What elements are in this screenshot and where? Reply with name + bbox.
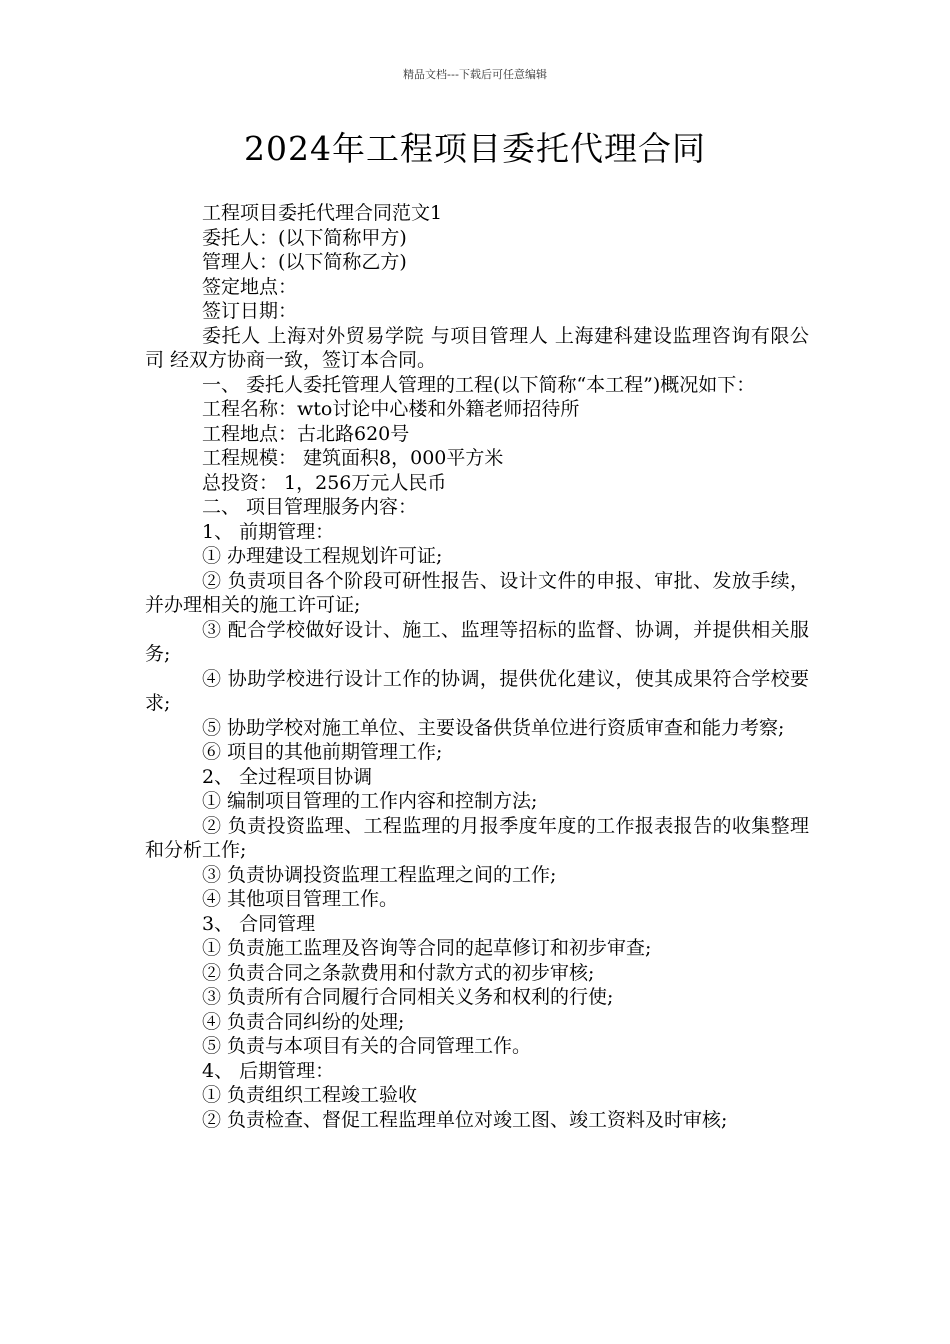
document-body (145, 201, 809, 1132)
paragraph: 委托人 上海对外贸易学院 与项目管理人 上海建科建设监理咨询有限公司 经双方协商一致，签订本合同。 (145, 324, 809, 371)
paragraph: ② 负责检查、督促工程监理单位对竣工图、竣工资料及时审核; (202, 1108, 728, 1131)
paragraph: 工程地点：古北路620号 (202, 422, 410, 445)
document-title: 2024年工程项目委托代理合同 (244, 129, 706, 168)
paragraph: 4、 后期管理： (202, 1059, 335, 1082)
paragraph: ④ 其他项目管理工作。 (202, 888, 399, 910)
paragraph: 管理人：(以下简称乙方) (202, 251, 407, 273)
paragraph: 二、 项目管理服务内容： (202, 496, 418, 518)
paragraph: ③ 负责所有合同履行合同相关义务和权利的行使; (202, 986, 614, 1008)
paragraph: ② 负责投资监理、工程监理的月报季度年度的工作报表报告的收集整理和分析工作; (145, 814, 809, 861)
paragraph: ① 负责组织工程竣工验收 (202, 1084, 418, 1106)
paragraph: 一、 委托人委托管理人管理的工程(以下简称“本工程”)概况如下： (202, 373, 756, 396)
page-header-note: 精品文档---下载后可任意编辑 (403, 68, 547, 81)
paragraph: 总投资： 1，256万元人民币 (202, 471, 447, 494)
paragraph: ① 办理建设工程规划许可证; (202, 545, 443, 567)
paragraph: 工程项目委托代理合同范文1 (202, 202, 443, 224)
paragraph: ③ 配合学校做好设计、施工、监理等招标的监督、协调，并提供相关服务; (145, 618, 809, 665)
paragraph: ② 负责项目各个阶段可研性报告、设计文件的申报、审批、发放手续，并办理相关的施工许可证; (145, 569, 809, 616)
paragraph: 委托人：(以下简称甲方) (202, 226, 407, 249)
paragraph: 工程名称：wto讨论中心楼和外籍老师招待所 (202, 398, 580, 420)
paragraph: ③ 负责协调投资监理工程监理之间的工作; (202, 863, 557, 886)
paragraph: 3、 合同管理 (202, 912, 316, 935)
paragraph: 签订日期： (202, 300, 298, 322)
paragraph: ① 负责施工监理及咨询等合同的起草修订和初步审查; (202, 937, 652, 959)
paragraph: ④ 负责合同纠纷的处理; (202, 1010, 405, 1033)
paragraph: 工程规模： 建筑面积8，000平方米 (202, 447, 504, 469)
paragraph: 签定地点： (202, 275, 298, 298)
paragraph: ④ 协助学校进行设计工作的协调，提供优化建议，使其成果符合学校要求; (145, 667, 809, 714)
paragraph: ② 负责合同之条款费用和付款方式的初步审核; (202, 961, 595, 984)
paragraph: ⑤ 负责与本项目有关的合同管理工作。 (202, 1035, 532, 1057)
paragraph: ⑤ 协助学校对施工单位、主要设备供货单位进行资质审查和能力考察; (202, 716, 785, 739)
paragraph: 2、 全过程项目协调 (202, 765, 373, 788)
paragraph: 1、 前期管理： (202, 520, 335, 543)
paragraph: ⑥ 项目的其他前期管理工作; (202, 741, 443, 763)
paragraph: ① 编制项目管理的工作内容和控制方法; (202, 790, 538, 812)
